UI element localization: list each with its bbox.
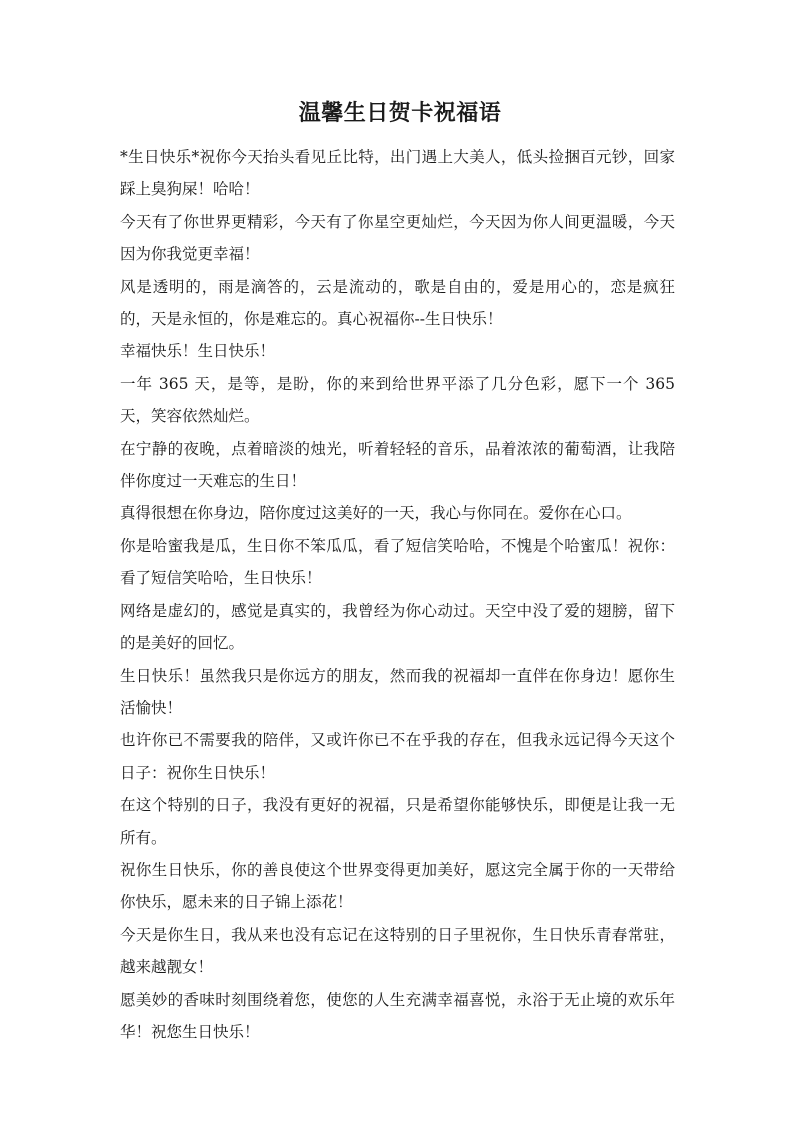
- paragraph-8: 你是哈蜜我是瓜，生日你不笨瓜瓜，看了短信笑哈哈，不愧是个哈蜜瓜！祝你：看了短信笑哈哈，生日快乐！: [120, 536, 675, 588]
- paragraph-13: 祝你生日快乐，你的善良使这个世界变得更加美好，愿这完全属于你的一天带给你快乐，愿未来的日子锦上添花！: [120, 860, 675, 912]
- paragraph-4: 幸福快乐！生日快乐！: [120, 342, 276, 361]
- paragraph-3: 风是透明的，雨是滴答的，云是流动的，歌是自由的，爱是用心的，恋是疯狂的，天是永恒的，你是难忘的。真心祝福你--生日快乐！: [120, 277, 675, 329]
- paragraph-5: 一年 365 天，是等，是盼，你的来到给世界平添了几分色彩，愿下一个 365 天，笑容依然灿烂。: [120, 374, 675, 426]
- document-body: [120, 141, 675, 1048]
- paragraph-6: 在宁静的夜晚，点着暗淡的烛光，听着轻轻的音乐，品着浓浓的葡萄酒，让我陪伴你度过一天难忘的生日！: [120, 439, 675, 491]
- document-title: 温馨生日贺卡祝福语: [298, 101, 502, 126]
- paragraph-1: *生日快乐*祝你今天抬头看见丘比特，出门遇上大美人，低头捡捆百元钞，回家踩上臭狗屎！哈哈！: [120, 148, 675, 199]
- paragraph-11: 也许你已不需要我的陪伴，又或许你已不在乎我的存在，但我永远记得今天这个日子：祝你生日快乐！: [120, 731, 675, 782]
- paragraph-14: 今天是你生日，我从来也没有忘记在这特别的日子里祝你，生日快乐青春常驻，越来越靓女！: [120, 925, 675, 977]
- paragraph-7: 真得很想在你身边，陪你度过这美好的一天，我心与你同在。爱你在心口。: [120, 504, 632, 523]
- paragraph-2: 今天有了你世界更精彩，今天有了你星空更灿烂，今天因为你人间更温暖，今天因为你我觉更幸福！: [120, 212, 675, 264]
- paragraph-15: 愿美妙的香味时刻围绕着您，使您的人生充满幸福喜悦，永浴于无止境的欢乐年华！祝您生日快乐！: [120, 990, 675, 1041]
- paragraph-12: 在这个特别的日子，我没有更好的祝福，只是希望你能够快乐，即便是让我一无所有。: [120, 796, 675, 847]
- paragraph-10: 生日快乐！虽然我只是你远方的朋友，然而我的祝福却一直伴在你身边！愿你生活愉快！: [120, 666, 675, 717]
- paragraph-9: 网络是虚幻的，感觉是真实的，我曾经为你心动过。天空中没了爱的翅膀，留下的是美好的回忆。: [120, 601, 675, 653]
